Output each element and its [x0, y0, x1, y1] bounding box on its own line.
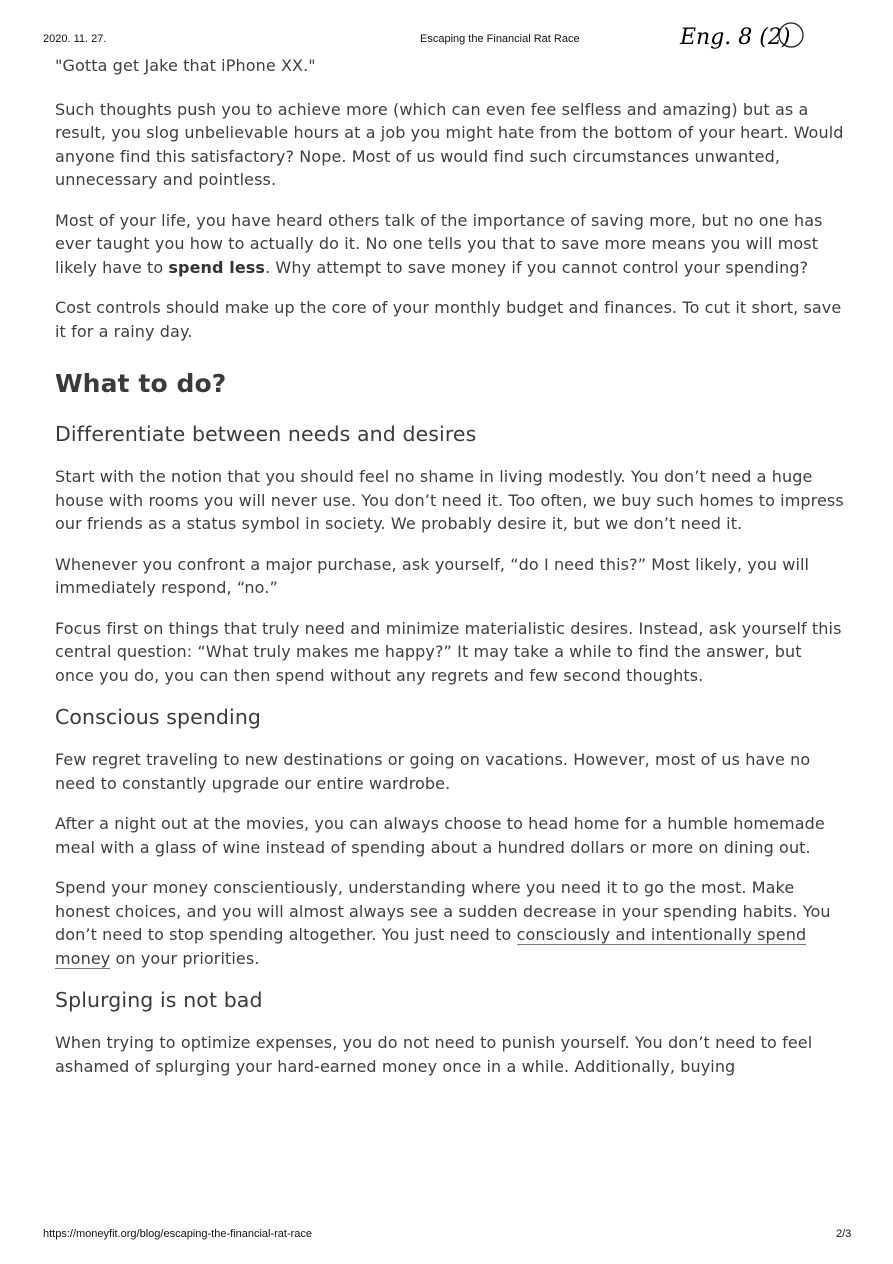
article-paragraph: After a night out at the movies, you can always choose to head home for a humble homemade meal with a glass of wine instead of spending about a hundred dollars or more on dining out.	[55, 814, 825, 857]
handwritten-note-text: Eng. 8 (2)	[680, 25, 791, 50]
article-paragraph: Focus first on things that truly need and minimize materialistic desires. Instead, ask yourself this central question: “What truly makes me happy?” It may take a while to find the answer, but once you do, you can then spend without any regrets and few second thoughts.	[55, 618, 842, 685]
print-page-number: 2/3	[836, 1228, 852, 1240]
article-paragraph	[55, 209, 845, 280]
article-paragraph	[55, 876, 845, 970]
article-paragraph: Such thoughts push you to achieve more (which can even fee selfless and amazing) but as a result, you slog unbelievable hours at a job you might hate from the bottom of your heart. Would anyone find this satisfactory? Nope. Most of us would find such circumstances unwanted, unnecessary and pointless.	[55, 99, 844, 189]
print-title: Escaping the Financial Rat Race	[420, 33, 580, 45]
print-header	[0, 0, 893, 50]
article-paragraph: Whenever you confront a major purchase, ask yourself, “do I need this?” Most likely, you will immediately respond, “no.”	[55, 554, 810, 597]
sub-heading: Differentiate between needs and desires	[55, 422, 477, 446]
text-run: on your priorities.	[110, 948, 260, 968]
article-paragraph: Few regret traveling to new destinations or going on vacations. However, most of us have no need to constantly upgrade our entire wardrobe.	[55, 750, 811, 793]
text-run: . Why attempt to save money if you cannot control your spending?	[265, 257, 809, 277]
print-url: https://moneyfit.org/blog/escaping-the-financial-rat-race	[43, 1228, 313, 1240]
article-paragraph: When trying to optimize expenses, you do not need to punish yourself. You don’t need to feel ashamed of splurging your hard-earned money once in a while. Additionally, buying	[55, 1033, 813, 1076]
bold-phrase: spend less	[168, 257, 266, 277]
text-run: Spend your money conscientiously, understanding where you need it to go the most. Make honest choices, and you will almost always see a sudden decrease in your spending habits. You don’t need to stop spending altogether. You just need to	[55, 878, 831, 944]
article-paragraph: Start with the notion that you should feel no shame in living modestly. You don’t need a huge house with rooms you will never use. You don’t need it. Too often, we buy such homes to impress our friends as a status symbol in society. We probably desire it, but we don’t need it.	[55, 467, 844, 533]
article-paragraph: Cost controls should make up the core of your monthly budget and finances. To cut it short, save it for a rainy day.	[55, 298, 842, 341]
article-quote: "Gotta get Jake that iPhone XX."	[55, 56, 316, 75]
handwritten-note	[678, 18, 818, 58]
sub-heading: Splurging is not bad	[55, 988, 263, 1012]
conscious-spending-link[interactable]: consciously and intentionally spend money	[55, 925, 807, 968]
sub-heading: Conscious spending	[55, 705, 262, 729]
section-heading: What to do?	[55, 369, 227, 398]
text-run: Most of your life, you have heard others talk of the importance of saving more, but no one has ever taught you how to actually do it. No one tells you that to save more means you will most likely have to	[55, 210, 823, 277]
print-footer	[0, 1228, 893, 1248]
print-date: 2020. 11. 27.	[43, 33, 107, 45]
article-body	[55, 54, 845, 1095]
